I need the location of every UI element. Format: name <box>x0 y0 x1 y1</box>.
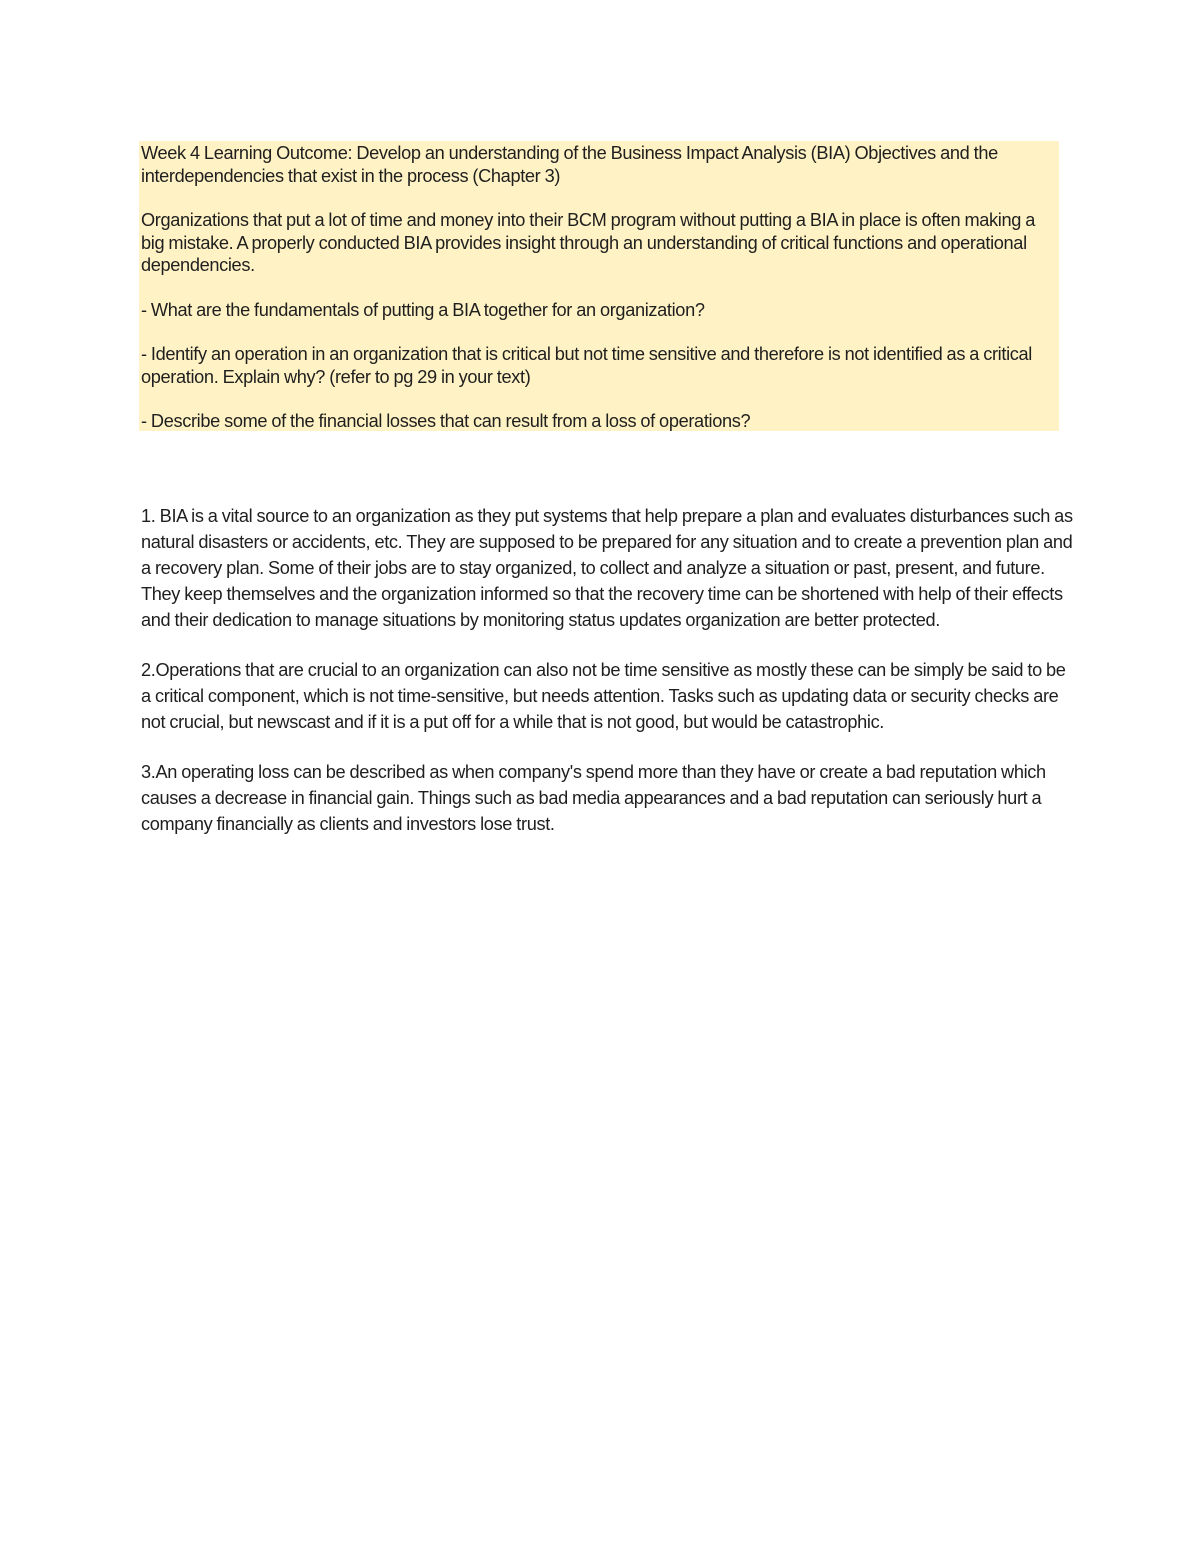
prompt-intro: Organizations that put a lot of time and money into their BCM program without putting a BIA in place is often making a big mistake. A properly conducted BIA provides insight through an understanding of critical functions and operational dependencies. <box>141 210 1035 275</box>
question-3: - Describe some of the financial losses that can result from a loss of operations? <box>141 411 751 431</box>
answers-section <box>141 503 1076 861</box>
question-1: - What are the fundamentals of putting a BIA together for an organization? <box>141 299 705 320</box>
answer-1: 1. BIA is a vital source to an organization as they put systems that help prepare a plan and evaluates disturbances such as natural disasters or accidents, etc. They are supposed to be prepared for any situation and to create a prevention plan and a recovery plan. Some of their jobs are to stay organized, to collect and analyze a situation or past, present, and future. They keep themselves and the organization informed so that the recovery time can be shortened with help of their effects and their dedication to manage situations by monitoring status updates organization are better protected. <box>141 506 1073 630</box>
assignment-prompt-highlight <box>139 141 1059 431</box>
question-2: - Identify an operation in an organization that is critical but not time sensitive and therefore is not identified as a critical operation. Explain why? (refer to pg 29 in your text) <box>141 344 1032 387</box>
answer-2: 2.Operations that are crucial to an organization can also not be time sensitive as mostly these can be simply be said to be a critical component, which is not time-sensitive, but needs attention. Tasks such as updating data or security checks are not crucial, but newscast and if it is a put off for a while that is not good, but would be catastrophic. <box>141 660 1066 732</box>
learning-outcome: Week 4 Learning Outcome: Develop an understanding of the Business Impact Analysis (BIA) Objectives and the interdependencies that exist in the process (Chapter 3) <box>141 143 998 186</box>
answer-3: 3.An operating loss can be described as when company's spend more than they have or create a bad reputation which causes a decrease in financial gain. Things such as bad media appearances and a bad reputation can seriously hurt a company financially as clients and investors lose trust. <box>141 762 1046 834</box>
